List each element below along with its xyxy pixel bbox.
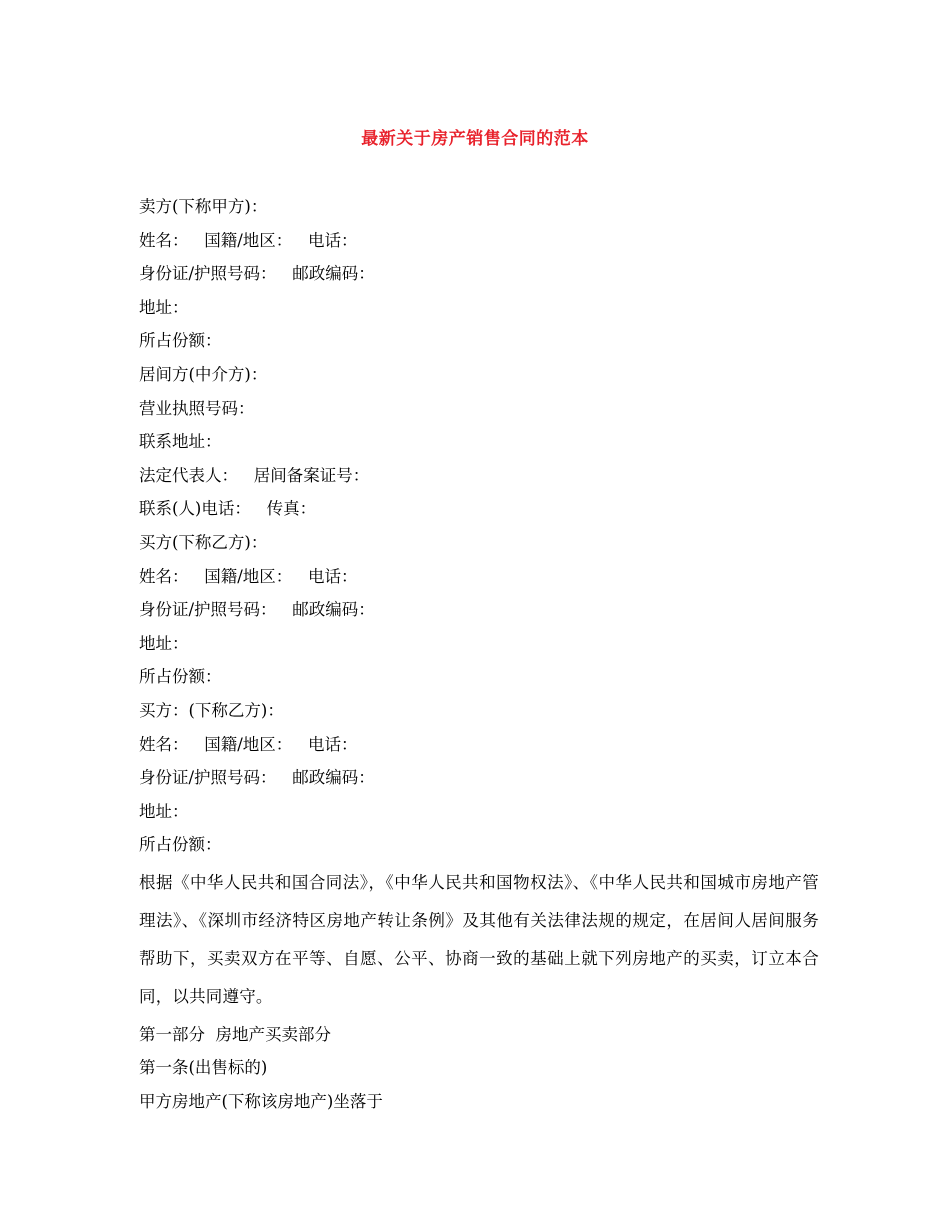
field-line: 地址： — [139, 297, 189, 317]
field-line: 姓名： 国籍/地区： 电话： — [139, 230, 358, 250]
body-line: 甲方房地产(下称该房地产)坐落于 — [139, 1092, 383, 1112]
field-line: 姓名： 国籍/地区： 电话： — [139, 734, 358, 754]
article-heading: 第一条(出售标的) — [139, 1058, 268, 1078]
field-line: 身份证/护照号码： 邮政编码： — [139, 768, 375, 788]
field-line: 所占份额： — [139, 667, 222, 687]
field-line: 所占份额： — [139, 331, 222, 351]
field-line: 所占份额： — [139, 835, 222, 855]
preamble-paragraph: 根据《中华人民共和国合同法》，《中华人民共和国物权法》、《中华人民共和国城市房地产管理法》、《深圳市经济特区房地产转让条例》及其他有关法律法规的规定，在居间人居间服务帮助下，买卖双方在平等、自愿、公平、协商一致的基础上就下列房地产的买卖，订立本合同，以共同遵守。 — [139, 872, 819, 1006]
field-line: 身份证/护照号码： 邮政编码： — [139, 264, 375, 284]
field-line: 买方：(下称乙方)： — [139, 700, 284, 720]
field-line: 居间方(中介方)： — [139, 364, 268, 384]
document-body — [139, 190, 819, 1119]
field-line: 地址： — [139, 801, 189, 821]
field-line: 联系(人)电话： 传真： — [139, 499, 317, 519]
document-title: 最新关于房产销售合同的范本 — [361, 129, 589, 149]
field-line: 营业执照号码： — [139, 398, 255, 418]
field-line: 法定代表人： 居间备案证号： — [139, 465, 370, 485]
field-line: 姓名： 国籍/地区： 电话： — [139, 566, 358, 586]
field-line: 身份证/护照号码： 邮政编码： — [139, 600, 375, 620]
field-line: 卖方(下称甲方)： — [139, 197, 268, 216]
section-heading: 第一部分 房地产买卖部分 — [139, 1024, 331, 1044]
field-line: 地址： — [139, 633, 189, 653]
field-line: 买方(下称乙方)： — [139, 532, 268, 552]
field-line: 联系地址： — [139, 432, 222, 452]
